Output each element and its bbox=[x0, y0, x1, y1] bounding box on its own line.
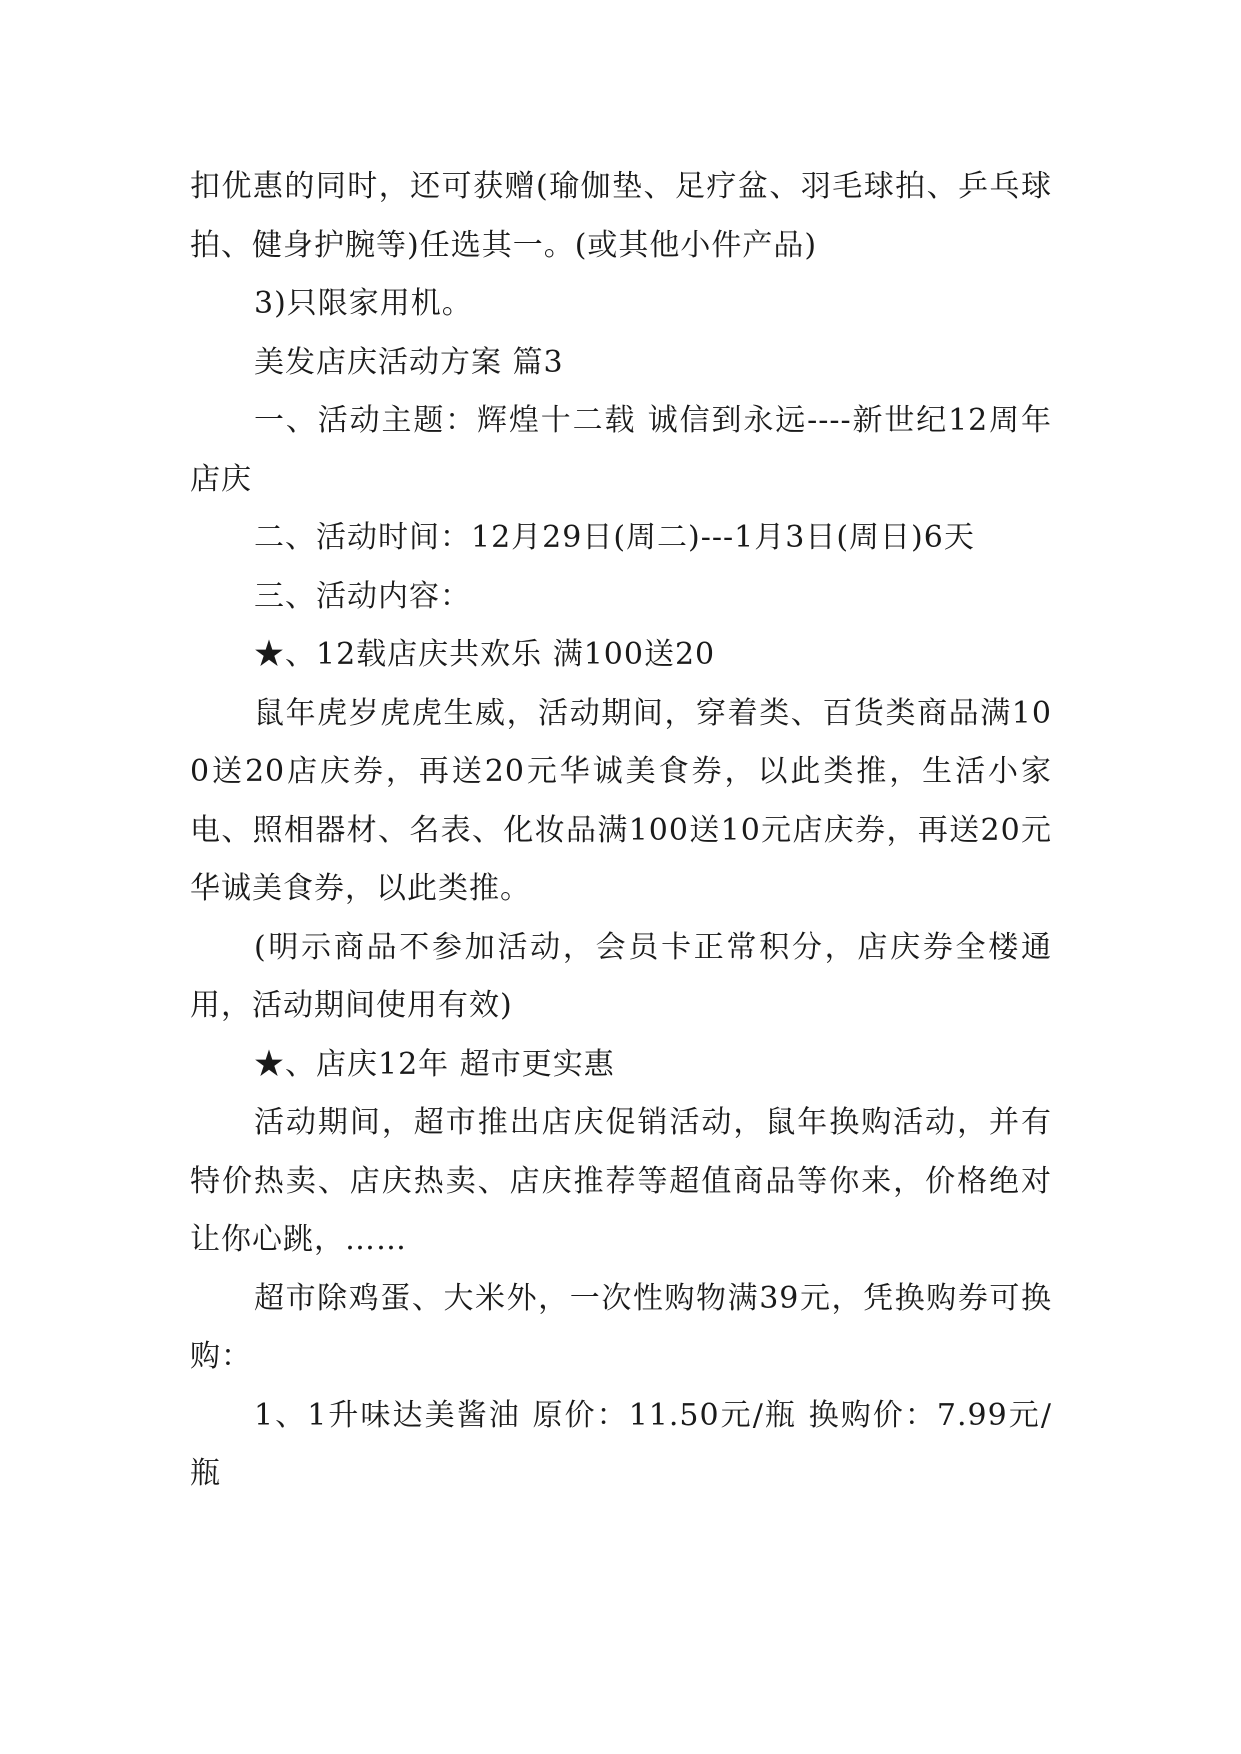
paragraph-activity-theme: 一、活动主题：辉煌十二载 诚信到永远----新世纪12周年店庆 bbox=[190, 403, 1052, 497]
paragraph-exchange-condition: 超市除鸡蛋、大米外，一次性购物满39元，凭换购券可换购： bbox=[190, 1280, 1052, 1374]
paragraph-activity-time: 二、活动时间：12月29日(周二)---1月3日(周日)6天 bbox=[254, 520, 975, 555]
paragraph-promo-heading-2: ★、店庆12年 超市更实惠 bbox=[254, 1046, 615, 1082]
paragraph-promo-note: (明示商品不参加活动，会员卡正常积分，店庆券全楼通用，活动期间使用有效) bbox=[190, 929, 1052, 1023]
document-page bbox=[190, 158, 1052, 1504]
paragraph-supermarket-promo: 活动期间，超市推出店庆促销活动，鼠年换购活动，并有特价热卖、店庆热卖、店庆推荐等超值商品等你来，价格绝对让你心跳，…… bbox=[190, 1105, 1052, 1257]
section-heading-plan-3: 美发店庆活动方案 篇3 bbox=[254, 344, 564, 380]
paragraph-promo-details-1: 鼠年虎岁虎虎生威，活动期间，穿着类、百货类商品满100送20店庆券，再送20元华诚美食券，以此类推，生活小家电、照相器材、名表、化妆品满100送10元店庆券，再送20元华诚美食券，以此类推。 bbox=[190, 695, 1052, 906]
paragraph-gift-offer: 扣优惠的同时，还可获赠(瑜伽垫、足疗盆、羽毛球拍、乒乓球拍、健身护腕等)任选其一。(或其他小件产品) bbox=[190, 169, 1052, 263]
paragraph-exchange-item-1: 1、1升味达美酱油 原价：11.50元/瓶 换购价：7.99元/瓶 bbox=[190, 1397, 1052, 1491]
paragraph-activity-content-heading: 三、活动内容： bbox=[254, 578, 471, 614]
paragraph-home-only: 3)只限家用机。 bbox=[254, 286, 473, 321]
paragraph-promo-heading-1: ★、12载店庆共欢乐 满100送20 bbox=[254, 637, 716, 672]
